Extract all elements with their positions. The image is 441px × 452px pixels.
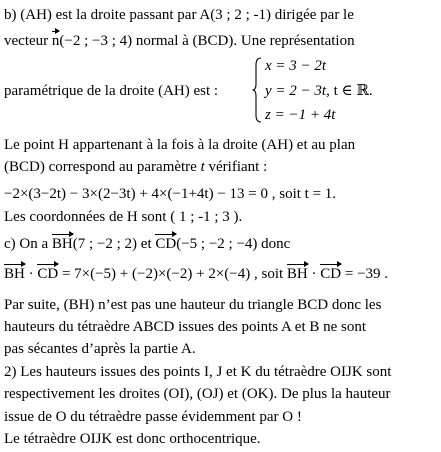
- system-brace-icon: [252, 57, 262, 123]
- line-8-mid: (7 ; −2 ; 2) et: [72, 236, 156, 252]
- line-10: Par suite, (BH) n’est pas une hauteur du triangle BCD donc les: [4, 297, 382, 313]
- system-eq-y-text: y = 2 − 3t: [265, 83, 327, 99]
- line-8: [4, 235, 290, 253]
- dot-operator: ·: [307, 266, 321, 282]
- line-4: Le point H appartenant à la fois à la droite (AH) et au plan: [4, 137, 356, 153]
- line-15: issue de O du tétraèdre passe évidemment par O !: [4, 409, 302, 425]
- line-5-suffix: vérifiant :: [204, 159, 268, 175]
- vector-bh: BH: [51, 236, 73, 252]
- vector-cd: CD: [37, 266, 59, 282]
- param-t: t: [200, 159, 205, 175]
- line-13: 2) Les hauteurs issues des points I, J et K du tétraèdre OIJK sont: [4, 364, 392, 380]
- line-9-result: = −39 .: [341, 266, 389, 282]
- system-param-domain: , t ∈ ℝ.: [326, 83, 373, 99]
- line-9-dot-product: [4, 265, 388, 283]
- line-5: [4, 158, 267, 176]
- line-1: b) (AH) est la droite passant par A(3 ; 2 ; -1) dirigée par le: [4, 7, 354, 23]
- line-9-mid: = 7×(−5) + (−2)×(−2) + 2×(−4) , soit: [58, 266, 287, 282]
- dot-operator: ·: [24, 266, 38, 282]
- line-12: pas sécantes d’après la partie A.: [4, 341, 196, 357]
- vector-bh: BH: [4, 266, 25, 282]
- line-16: Le tétraèdre OIJK est donc orthocentrique.: [4, 431, 261, 447]
- line-7: Les coordonnées de H sont ( 1 ; -1 ; 3 ).: [4, 209, 243, 225]
- line-8-prefix: c) On a: [4, 236, 52, 252]
- line-11: hauteurs du tétraèdre ABCD issues des points A et B ne sont: [4, 319, 367, 335]
- vector-n: n: [51, 33, 60, 49]
- vector-cd: CD: [320, 266, 342, 282]
- vector-cd: CD: [155, 236, 177, 252]
- line-8-suffix: (−5 ; −2 ; −4) donc: [176, 236, 291, 252]
- line-2: [4, 32, 355, 50]
- vector-bh: BH: [286, 266, 308, 282]
- system-eq-z: z = −1 + 4t: [265, 107, 336, 123]
- line-3: paramétrique de la droite (AH) est :: [4, 83, 219, 99]
- line-6-equation: −2×(3−2t) − 3×(2−3t) + 4×(−1+4t) − 13 = 0 , soit t = 1.: [4, 186, 337, 202]
- line-2-prefix: vecteur: [4, 33, 52, 49]
- system-eq-y: [265, 82, 373, 100]
- line-5-prefix: (BCD) correspond au paramètre: [4, 159, 201, 175]
- line-14: respectivement les droites (OI), (OJ) et (OK). De plus la hauteur: [4, 386, 391, 402]
- line-2-suffix: (−2 ; −3 ; 4) normal à (BCD). Une représentation: [59, 33, 355, 49]
- system-eq-x: x = 3 − 2t: [265, 58, 327, 74]
